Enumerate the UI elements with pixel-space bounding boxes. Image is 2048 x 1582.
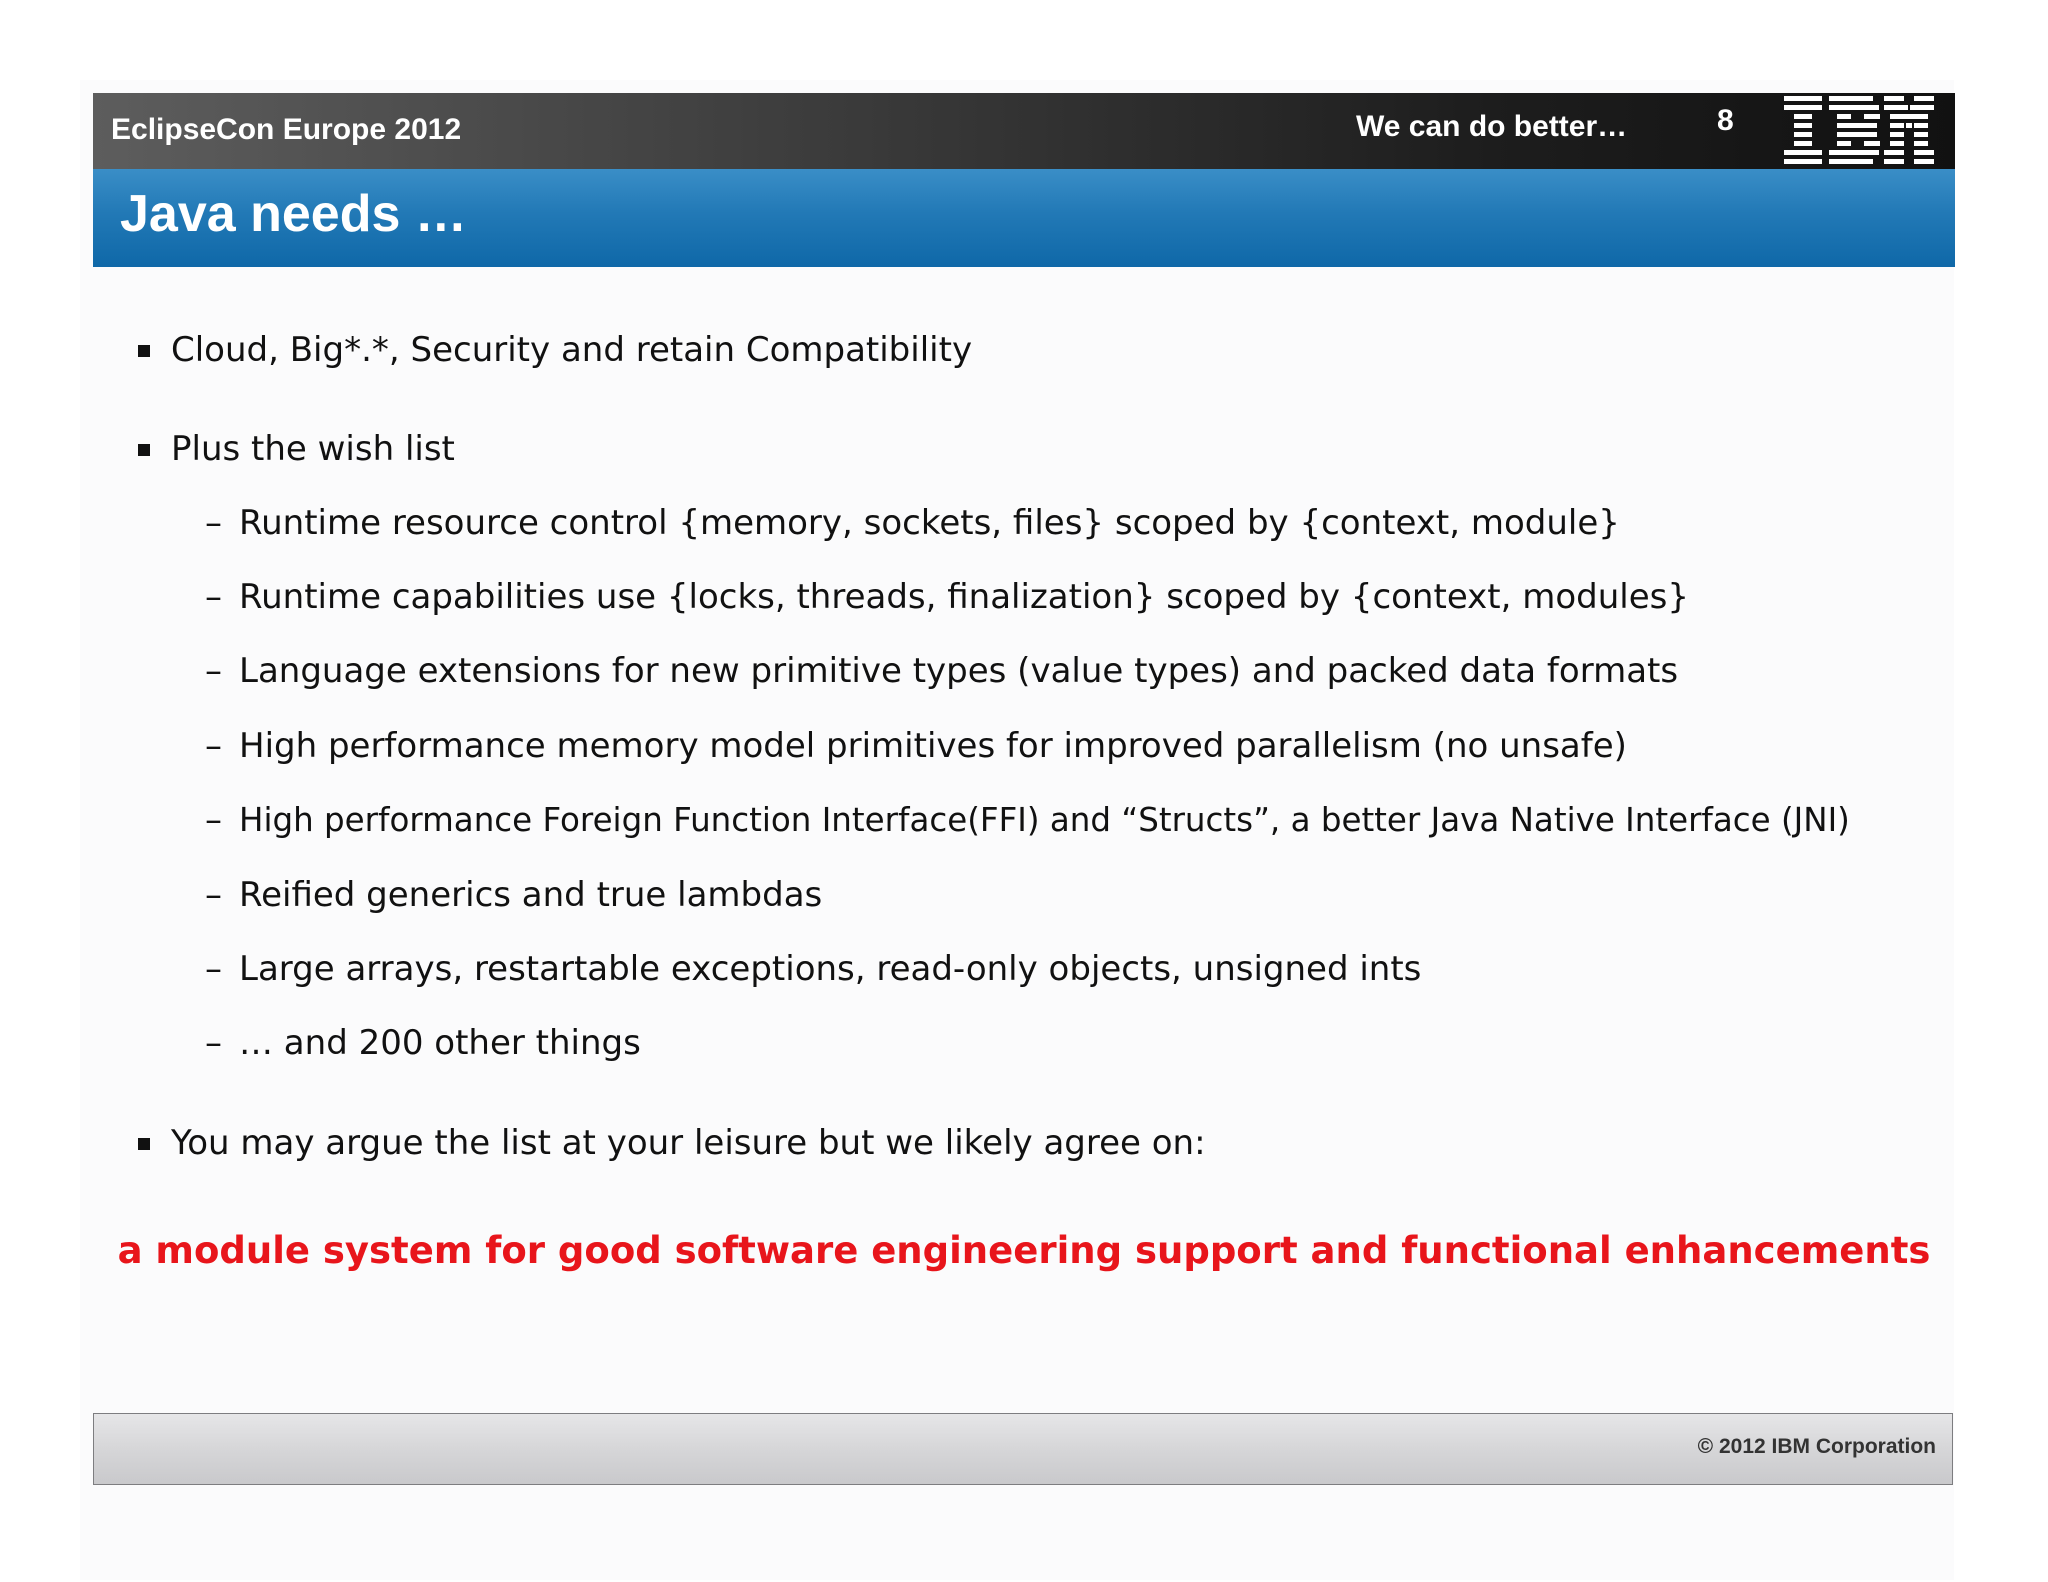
dash-marker: – (205, 949, 222, 989)
bullet-text: Cloud, Big*.*, Security and retain Compatibility (171, 330, 973, 370)
slide-title: Java needs … (120, 185, 467, 243)
wish-list-text: Reified generics and true lambdas (239, 875, 823, 915)
copyright-notice: © 2012 IBM Corporation (1697, 1435, 1936, 1458)
bullet-text: You may argue the list at your leisure but we likely agree on: (171, 1123, 1206, 1163)
bullet-marker (138, 345, 150, 357)
wish-list-text: High performance memory model primitives for improved parallelism (no unsafe) (239, 726, 1627, 766)
conclusion-highlight: a module system for good software engineering support and functional enhancements (117, 1229, 1931, 1272)
wish-list-text: Runtime resource control {memory, sockets, files} scoped by {context, module} (239, 503, 1620, 543)
wish-list-text: Language extensions for new primitive types (value types) and packed data formats (239, 651, 1679, 691)
dash-marker: – (205, 800, 222, 840)
ibm-logo (1784, 94, 1936, 168)
dash-marker: – (205, 503, 222, 543)
dash-marker: – (205, 651, 222, 691)
bullet-marker (138, 444, 150, 456)
bullet-text: Plus the wish list (171, 429, 455, 469)
page-number: 8 (1717, 104, 1734, 137)
bullet-marker (138, 1138, 150, 1150)
wish-list-text: High performance Foreign Function Interface(FFI) and “Structs”, a better Java Native Interface (JNI) (239, 801, 1850, 839)
header-tagline: We can do better… (1356, 110, 1628, 143)
footer-bar (93, 1413, 1953, 1485)
wish-list-text: … and 200 other things (239, 1023, 641, 1063)
conference-name: EclipseCon Europe 2012 (111, 113, 462, 146)
dash-marker: – (205, 875, 222, 915)
wish-list-text: Runtime capabilities use {locks, threads, finalization} scoped by {context, modules} (239, 577, 1689, 617)
wish-list-text: Large arrays, restartable exceptions, read-only objects, unsigned ints (239, 949, 1422, 989)
dash-marker: – (205, 726, 222, 766)
dash-marker: – (205, 577, 222, 617)
dash-marker: – (205, 1023, 222, 1063)
